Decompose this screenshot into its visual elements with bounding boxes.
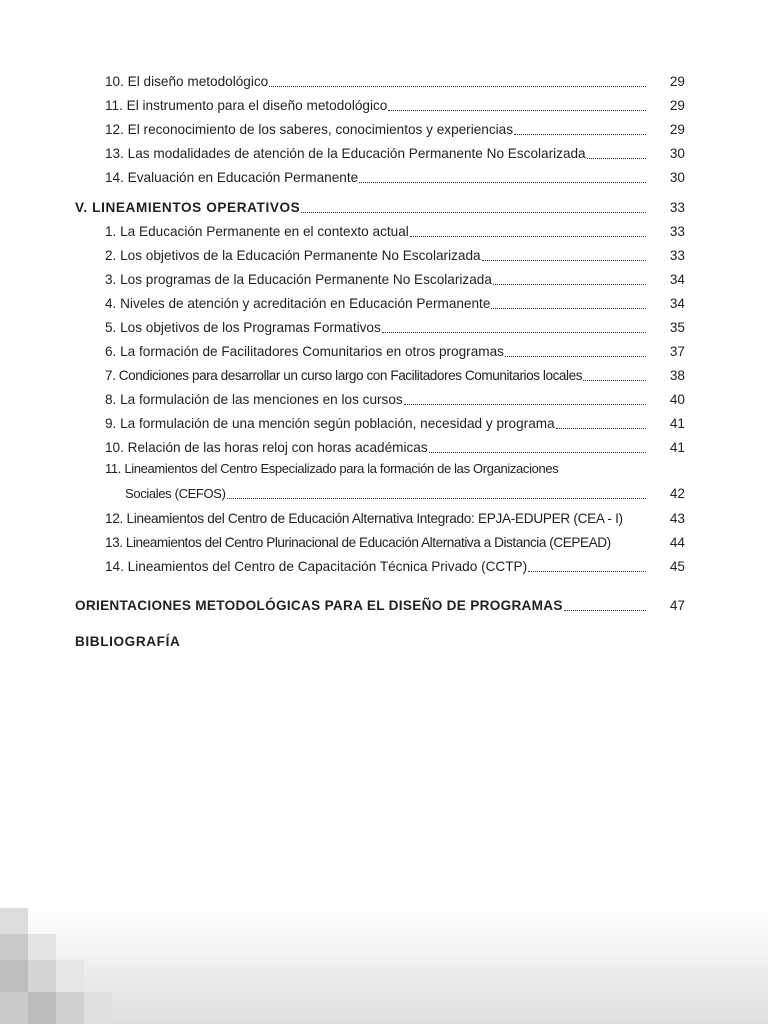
decorative-footer-pattern [0, 908, 768, 1024]
toc-page-number: 34 [669, 296, 685, 311]
toc-heading-label: ORIENTACIONES METODOLÓGICAS PARA EL DISEÑO DE PROGRAMAS [75, 598, 563, 613]
toc-entry[interactable] [105, 92, 685, 114]
dot-leader [587, 158, 646, 159]
dot-leader [564, 610, 646, 611]
toc-bibliografia[interactable]: BIBLIOGRAFÍA [75, 634, 181, 649]
dot-leader [482, 260, 646, 261]
dot-leader [491, 308, 646, 309]
toc-entry-label: Sociales (CEFOS) [125, 486, 226, 501]
toc-page-number: 29 [669, 98, 685, 113]
toc-entry[interactable] [105, 314, 685, 336]
toc-entry-label: 13. Las modalidades de atención de la Educación Permanente No Escolarizada [105, 146, 586, 161]
toc-entry[interactable] [105, 505, 685, 527]
toc-entry-label: 3. Los programas de la Educación Permanente No Escolarizada [105, 272, 492, 287]
decor-square [28, 992, 56, 1024]
toc-entry-label: 8. La formulación de las menciones en los cursos [105, 392, 403, 407]
toc-entry[interactable] [105, 434, 685, 456]
toc-entry-label: 1. La Educación Permanente en el contexto actual [105, 224, 409, 239]
toc-heading-label: V. LINEAMIENTOS OPERATIVOS [75, 200, 301, 215]
toc-entry-label: 5. Los objetivos de los Programas Formativos [105, 320, 381, 335]
toc-page-number: 45 [669, 559, 685, 574]
dot-leader [493, 284, 646, 285]
toc-entry-label: 6. La formación de Facilitadores Comunitarios en otros programas [105, 344, 504, 359]
toc-section-heading[interactable] [75, 592, 685, 614]
decor-square [28, 934, 56, 960]
dot-leader [514, 134, 646, 135]
dot-leader [388, 110, 646, 111]
toc-entry-label: 11. El instrumento para el diseño metodológico [105, 98, 388, 113]
dot-leader [382, 332, 646, 333]
toc-page-number: 35 [669, 320, 685, 335]
toc-entry[interactable] [125, 480, 685, 502]
toc-page-number: 33 [669, 248, 685, 263]
toc-entry[interactable] [105, 218, 685, 240]
decor-square [56, 960, 84, 992]
toc-page-number: 40 [669, 392, 685, 407]
toc-entry[interactable] [105, 266, 685, 288]
decor-square [0, 960, 28, 992]
toc-entry[interactable] [105, 529, 685, 551]
dot-leader [410, 236, 646, 237]
toc-page-number: 44 [669, 535, 685, 550]
toc-entry-label: 7. Condiciones para desarrollar un curso largo con Facilitadores Comunitarios locales [105, 368, 583, 383]
toc-page-number: 33 [669, 200, 685, 215]
toc-entry[interactable] [105, 410, 685, 432]
decor-square [28, 960, 56, 992]
dot-leader [556, 428, 646, 429]
toc-entry-label: 12. Lineamientos del Centro de Educación Alternativa Integrado: EPJA-EDUPER (CEA - I) [105, 511, 623, 526]
toc-entry-label: 10. Relación de las horas reloj con horas académicas [105, 440, 428, 455]
toc-entry-label: 13. Lineamientos del Centro Plurinacional de Educación Alternativa a Distancia (CEPEAD) [105, 535, 611, 550]
toc-page-number: 43 [669, 511, 685, 526]
toc-entry[interactable] [105, 140, 685, 162]
toc-entry-label: 10. El diseño metodológico [105, 74, 269, 89]
toc-entry[interactable] [105, 338, 685, 360]
toc-page-number: 33 [669, 224, 685, 239]
toc-page-number: 38 [669, 368, 685, 383]
toc-entry-label: 12. El reconocimiento de los saberes, conocimientos y experiencias [105, 122, 514, 137]
dot-leader [227, 498, 646, 499]
toc-entry[interactable] [105, 116, 685, 138]
dot-leader [404, 404, 646, 405]
toc-page-number: 37 [669, 344, 685, 359]
toc-page-number: 29 [669, 122, 685, 137]
decor-square [0, 934, 28, 960]
toc-page-number: 41 [669, 416, 685, 431]
dot-leader [429, 452, 646, 453]
toc-entry-label: 4. Niveles de atención y acreditación en Educación Permanente [105, 296, 491, 311]
footer-gradient [0, 908, 768, 1024]
toc-entry[interactable] [105, 290, 685, 312]
toc-entry[interactable] [105, 68, 685, 90]
dot-leader [505, 356, 646, 357]
toc-entry-label: 14. Evaluación en Educación Permanente [105, 170, 359, 185]
dot-leader [528, 571, 646, 572]
toc-entry[interactable] [105, 386, 685, 408]
toc-entry-line-1[interactable]: 11. Lineamientos del Centro Especializado para la formación de las Organizaciones [105, 461, 559, 476]
decor-square [0, 908, 28, 934]
toc-entry[interactable] [105, 164, 685, 186]
dot-leader [269, 86, 646, 87]
decor-square [0, 992, 28, 1024]
toc-page-number: 30 [669, 170, 685, 185]
toc-page-number: 29 [669, 74, 685, 89]
dot-leader [301, 212, 646, 213]
dot-leader [583, 380, 646, 381]
decor-square [56, 992, 84, 1024]
toc-page-number: 42 [669, 486, 685, 501]
toc-entry[interactable] [105, 242, 685, 264]
decor-square [84, 992, 112, 1024]
toc-entry[interactable] [105, 553, 685, 575]
toc-page-number: 41 [669, 440, 685, 455]
toc-page-number: 30 [669, 146, 685, 161]
toc-page-number: 34 [669, 272, 685, 287]
toc-section-heading[interactable] [75, 194, 685, 216]
toc-entry-label: 9. La formulación de una mención según población, necesidad y programa [105, 416, 555, 431]
toc-page-number: 47 [669, 598, 685, 613]
dot-leader [359, 182, 646, 183]
toc-entry[interactable] [105, 362, 685, 384]
toc-entry-label: 14. Lineamientos del Centro de Capacitación Técnica Privado (CCTP) [105, 559, 528, 574]
toc-entry-label: 2. Los objetivos de la Educación Permanente No Escolarizada [105, 248, 481, 263]
